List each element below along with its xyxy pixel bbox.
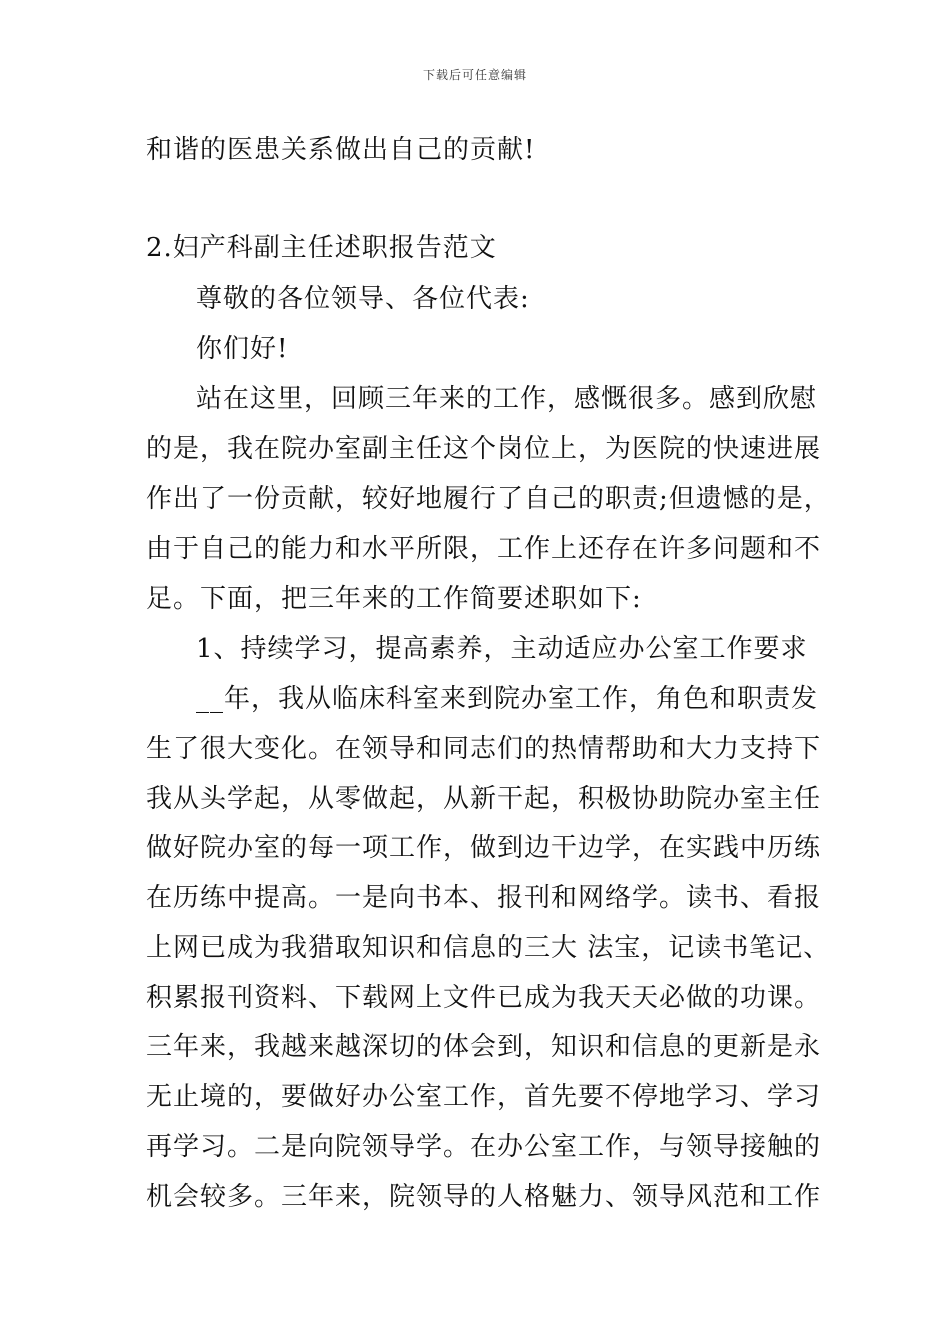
- paragraph-line: 作出了一份贡献，较好地履行了自己的职责;但遗憾的是，: [146, 484, 831, 514]
- paragraph-line: 足。下面，把三年来的工作简要述职如下:: [146, 584, 642, 614]
- paragraph-line: 由于自己的能力和水平所限，工作上还存在许多问题和不: [146, 534, 822, 564]
- paragraph-line: 我从头学起，从零做起，从新干起，积极协助院办室主任: [146, 784, 822, 814]
- paragraph-line: 机会较多。三年来，院领导的人格魅力、领导风范和工作: [146, 1182, 822, 1212]
- paragraph-line: __年，我从临床科室来到院办室工作，角色和职责发: [196, 684, 819, 714]
- paragraph-line: 和谐的医患关系做出自己的贡献!: [146, 135, 536, 165]
- paragraph-line: 三年来，我越来越深切的体会到，知识和信息的更新是永: [146, 1032, 822, 1062]
- paragraph-line: 再学习。二是向院领导学。在办公室工作，与领导接触的: [146, 1132, 822, 1162]
- subsection-heading: 1、持续学习，提高素养，主动适应办公室工作要求: [196, 634, 808, 664]
- paragraph-line: 生了很大变化。在领导和同志们的热情帮助和大力支持下: [146, 734, 822, 764]
- paragraph-line: 无止境的，要做好办公室工作，首先要不停地学习、学习: [146, 1082, 822, 1112]
- paragraph-line: 在历练中提高。一是向书本、报刊和网络学。读书、看报: [146, 883, 822, 913]
- paragraph-line: 做好院办室的每一项工作，做到边干边学，在实践中历练: [146, 833, 822, 863]
- header-note: 下载后可任意编辑: [422, 68, 527, 82]
- paragraph-line: 上网已成为我猎取知识和信息的三大 法宝，记读书笔记、: [146, 933, 831, 963]
- salutation: 尊敬的各位领导、各位代表:: [196, 284, 530, 314]
- paragraph-line: 的是，我在院办室副主任这个岗位上，为医院的快速进展: [146, 434, 822, 464]
- greeting: 你们好!: [196, 334, 289, 364]
- paragraph-line: 站在这里，回顾三年来的工作，感慨很多。感到欣慰: [196, 384, 818, 414]
- paragraph-line: 积累报刊资料、下载网上文件已成为我天天必做的功课。: [146, 983, 822, 1013]
- section-heading: 2.妇产科副主任述职报告范文: [146, 233, 497, 263]
